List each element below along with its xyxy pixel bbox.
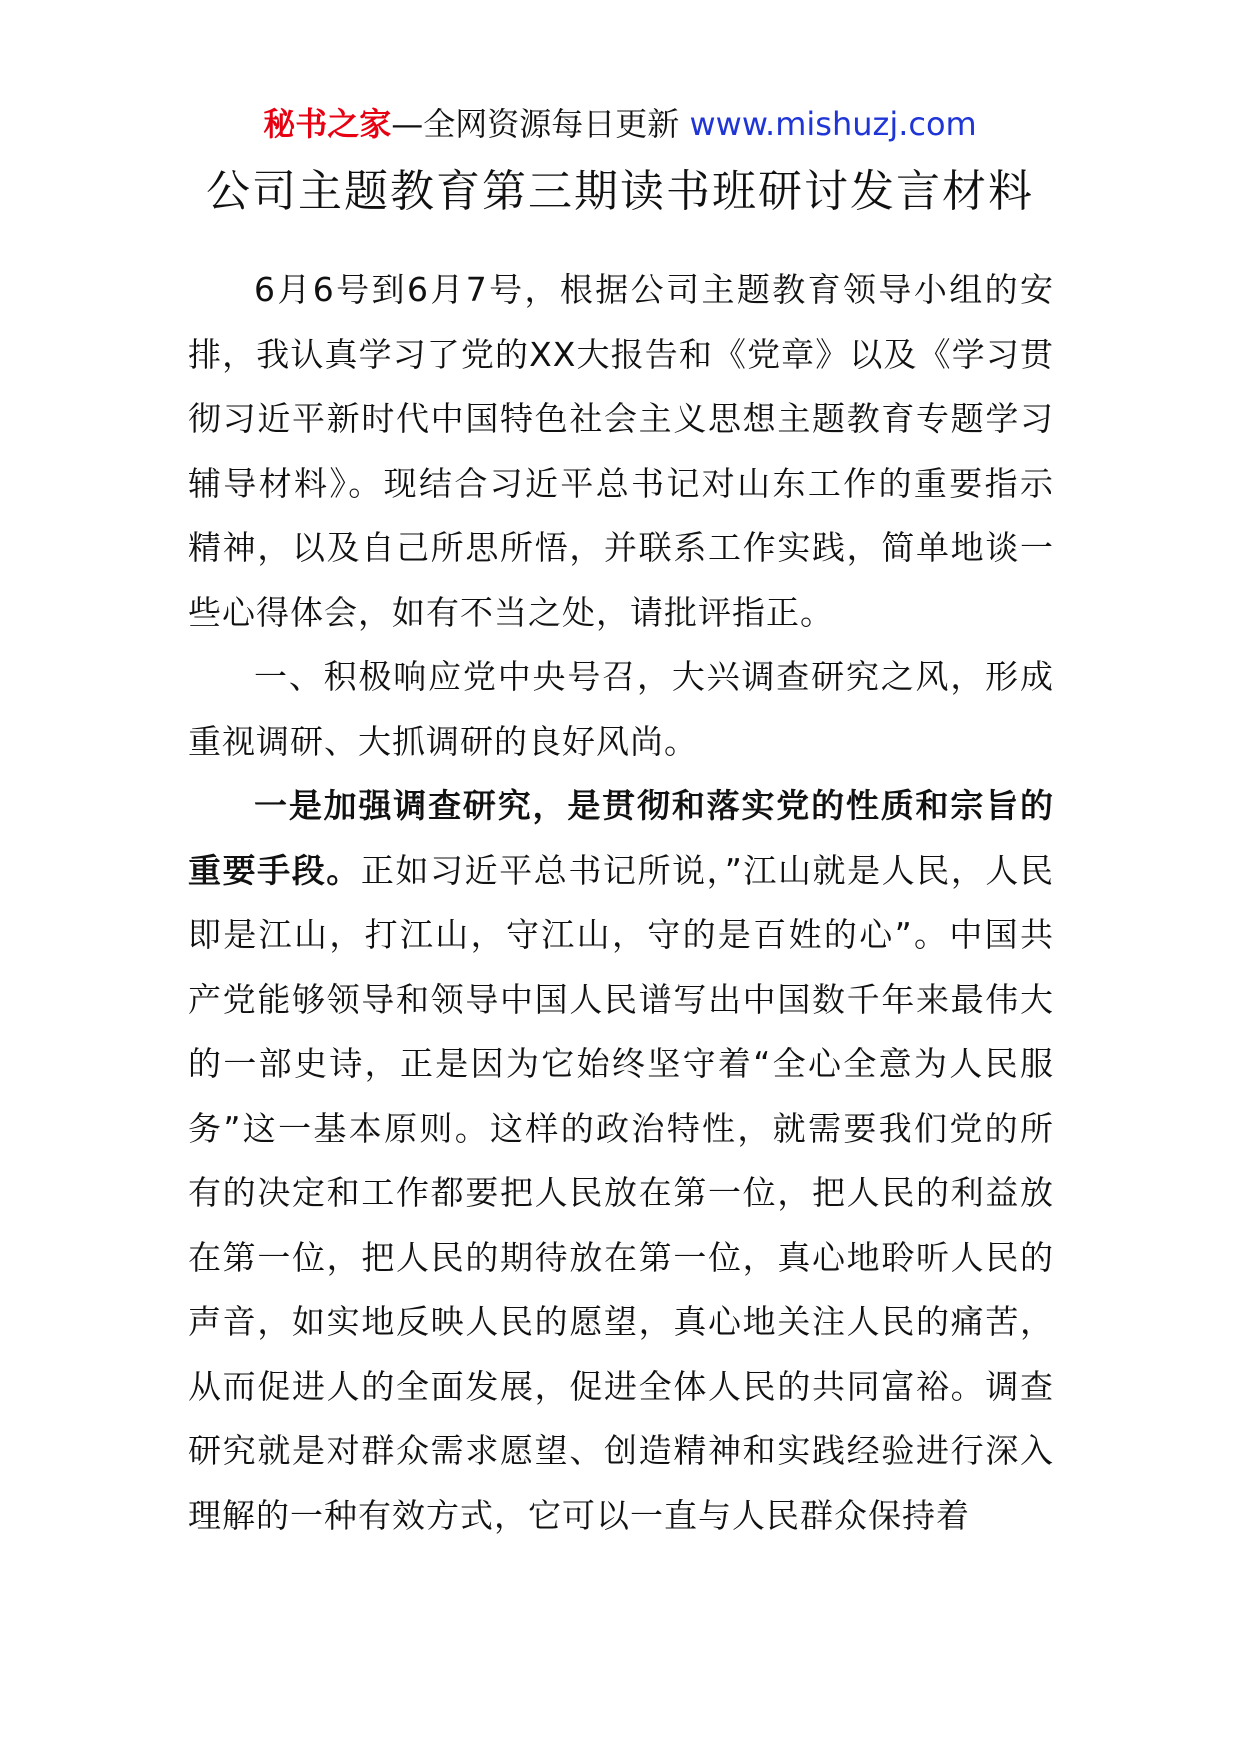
paragraph-text: 6月6号到6月7号，根据公司主题教育领导小组的安排，我认真学习了党的XX大报告和《党章》以及《学习贯彻习近平新时代中国特色社会主义思想主题教育专题学习辅导材料》。现结合习近平总书记对山东工作的重要指示精神，以及自己所思所悟，并联系工作实践，简单地谈一些心得体会，如有不当之处，请批评指正。: [188, 270, 1054, 632]
paragraph-intro: [188, 258, 1054, 645]
site-url-link[interactable]: www.mishuzj.com: [689, 105, 977, 143]
header-tagline: —全网资源每日更新: [391, 105, 680, 143]
paragraph-bold-lead: 一是加强调查研究，是贯彻和落实党的性质和宗旨的重要手段。: [188, 786, 1054, 890]
paragraph-point-1: [188, 774, 1054, 1548]
document-body: [188, 258, 1054, 1548]
section-heading-1: [188, 645, 1054, 774]
paragraph-text: 一、积极响应党中央号召，大兴调查研究之风，形成重视调研、大抓调研的良好风尚。: [188, 657, 1054, 761]
document-title: 公司主题教育第三期读书班研讨发言材料: [206, 166, 1034, 217]
brand-name: 秘书之家: [263, 105, 392, 143]
paragraph-text: 正如习近平总书记所说，”江山就是人民，人民即是江山，打江山，守江山，守的是百姓的心”。中国共产党能够领导和领导中国人民谱写出中国数千年来最伟大的一部史诗，正是因为它始终坚守着“全心全意为人民服务”这一基本原则。这样的政治特性，就需要我们党的所有的决定和工作都要把人民放在第一位，把人民的利益放在第一位，把人民的期待放在第一位，真心地聆听人民的声音，如实地反映人民的愿望，真心地关注人民的痛苦，从而促进人的全面发展，促进全体人民的共同富裕。调查研究就是对群众需求愿望、创造精神和实践经验进行深入理解的一种有效方式，它可以一直与人民群众保持着: [188, 850, 1054, 1535]
site-header: [0, 100, 1240, 148]
